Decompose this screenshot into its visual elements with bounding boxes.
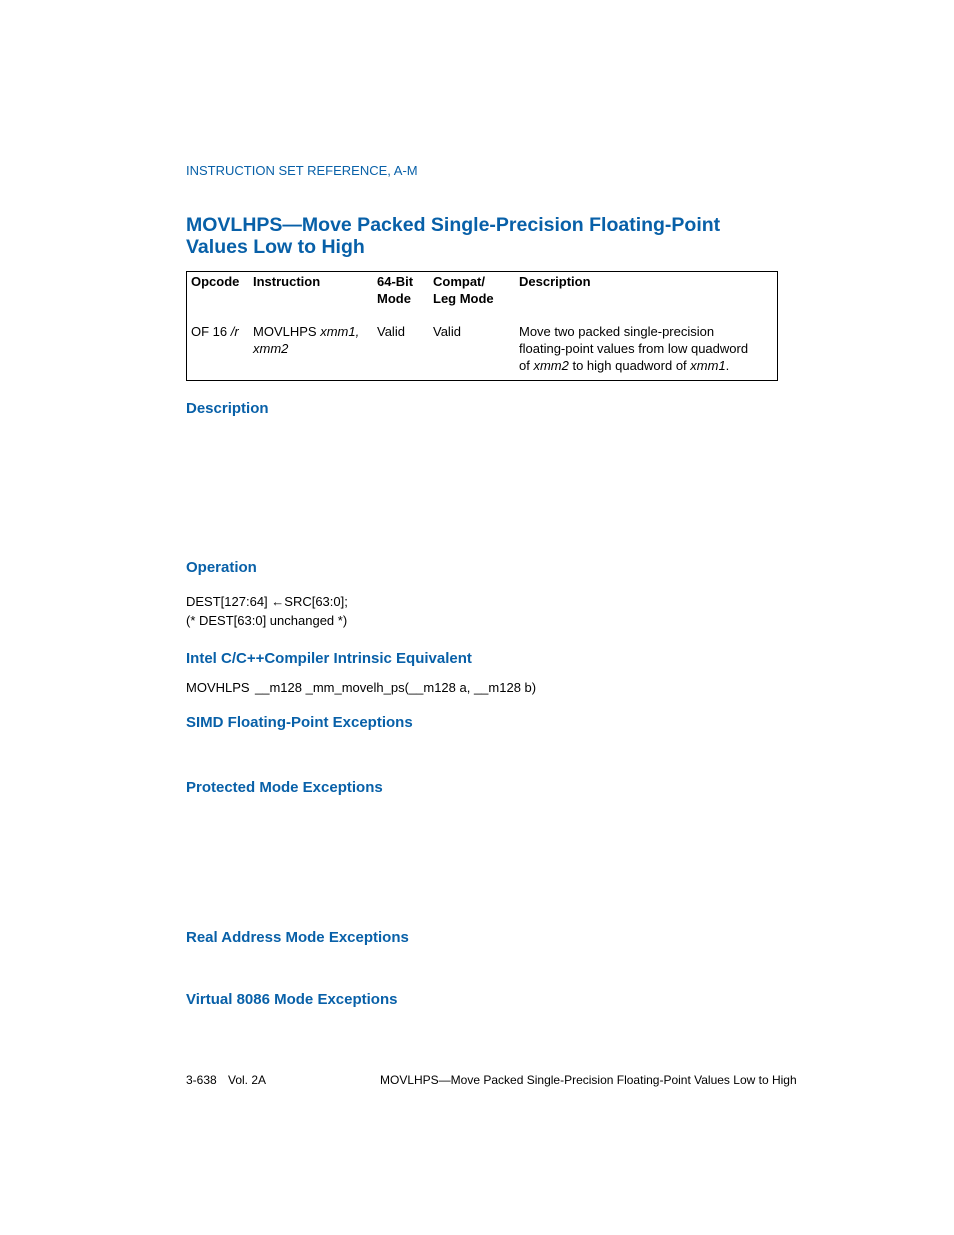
footer-volume: Vol. 2A — [228, 1073, 267, 1087]
table-header-row — [187, 272, 778, 324]
operation-line: (* DEST[63:0] unchanged *) — [186, 613, 348, 628]
cell-description: Move two packed single-precision floating-point values from low quadword of xmm2 to high quadword of xmm1. — [519, 324, 749, 373]
footer-running-title: MOVLHPS—Move Packed Single-Precision Floating-Point Values Low to High — [380, 1073, 797, 1087]
section-heading-description: Description — [186, 400, 269, 417]
table-row — [187, 323, 778, 381]
section-heading-intrinsic: Intel C/C++Compiler Intrinsic Equivalent — [186, 650, 472, 667]
cell-64bit-mode: Valid — [377, 324, 405, 339]
running-header: INSTRUCTION SET REFERENCE, A-M — [186, 163, 418, 178]
footer-page-number: 3-638 — [186, 1073, 217, 1087]
header-64bit-mode: 64-Bit Mode — [377, 274, 414, 306]
header-opcode: Opcode — [191, 274, 240, 289]
section-heading-simd-exceptions: SIMD Floating-Point Exceptions — [186, 714, 413, 731]
cell-instruction: MOVLHPS xmm1, xmm2 — [253, 324, 360, 356]
intrinsic-name: MOVHLPS — [186, 680, 250, 695]
header-compat-mode: Compat/ Leg Mode — [433, 274, 494, 306]
cell-compat-mode: Valid — [433, 324, 461, 339]
section-heading-protected-mode: Protected Mode Exceptions — [186, 779, 383, 796]
section-heading-real-address-mode: Real Address Mode Exceptions — [186, 929, 409, 946]
page-title: MOVLHPS—Move Packed Single-Precision Floating-Point Values Low to High — [186, 214, 721, 258]
opcode-table — [186, 271, 778, 381]
cell-opcode: OF 16 /r — [191, 324, 239, 339]
intrinsic-signature: __m128 _mm_movelh_ps(__m128 a, __m128 b) — [255, 680, 537, 695]
operation-line: DEST[127:64] ←SRC[63:0]; — [186, 594, 348, 609]
section-heading-virtual-8086-mode: Virtual 8086 Mode Exceptions — [186, 991, 398, 1008]
header-instruction: Instruction — [253, 274, 321, 289]
section-heading-operation: Operation — [186, 559, 257, 576]
operation-code — [186, 592, 348, 630]
header-description: Description — [519, 274, 591, 289]
